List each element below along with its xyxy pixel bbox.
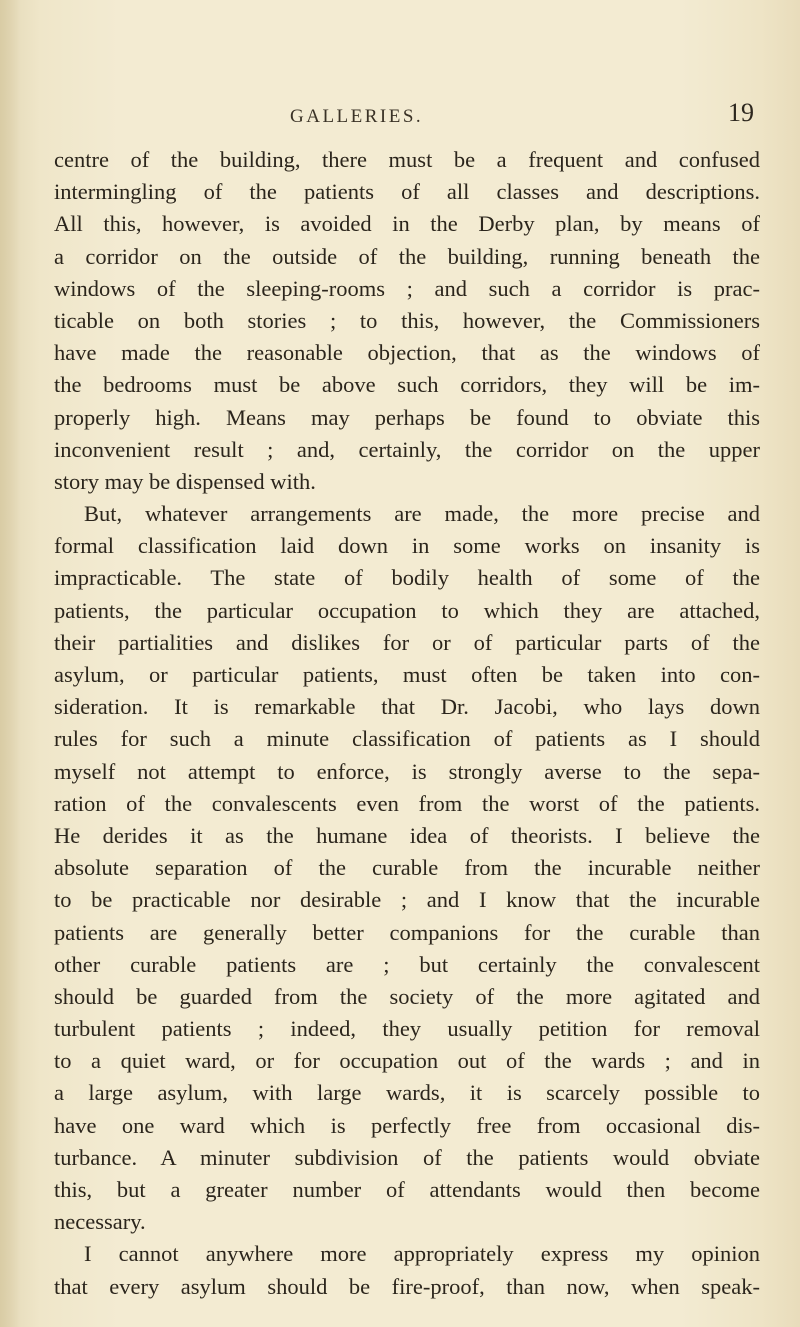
- text-line: patients, the particular occupation to which they are attached,: [54, 597, 760, 623]
- text-line: should be guarded from the society of the more agitated and: [54, 983, 760, 1009]
- text-line: impracticable. The state of bodily health of some of the: [54, 565, 760, 591]
- text-line: But, whatever arrangements are made, the more precise and: [84, 501, 760, 527]
- text-line: to a quiet ward, or for occupation out of the wards ; and in: [54, 1048, 760, 1074]
- text-line: I cannot anywhere more appropriately express my opinion: [84, 1241, 760, 1267]
- text-line: that every asylum should be fire-proof, than now, when speak-: [54, 1273, 760, 1299]
- text-line: patients are generally better companions for the curable than: [54, 919, 760, 945]
- text-line: story may be dispensed with.: [54, 468, 316, 494]
- text-line: rules for such a minute classification of patients as I should: [54, 726, 760, 752]
- text-line: He derides it as the humane idea of theorists. I believe the: [54, 822, 760, 848]
- text-line: myself not attempt to enforce, is strongly averse to the sepa-: [54, 758, 760, 784]
- text-line: turbance. A minuter subdivision of the patients would obviate: [54, 1144, 760, 1170]
- text-line: centre of the building, there must be a frequent and confused: [54, 147, 760, 172]
- text-line: other curable patients are ; but certainly the convalescent: [54, 951, 760, 977]
- text-line: sideration. It is remarkable that Dr. Jacobi, who lays down: [54, 694, 760, 720]
- page-number: 19: [728, 98, 754, 127]
- text-line: ticable on both stories ; to this, however, the Commissioners: [54, 307, 760, 333]
- text-line: have made the reasonable objection, that as the windows of: [54, 340, 760, 366]
- text-line: a large asylum, with large wards, it is scarcely possible to: [54, 1080, 760, 1106]
- text-line: asylum, or particular patients, must often be taken into con-: [54, 662, 760, 687]
- body-text: [54, 144, 760, 1303]
- text-line: necessary.: [54, 1209, 146, 1235]
- page-header: [52, 98, 758, 138]
- text-line: intermingling of the patients of all classes and descriptions.: [54, 179, 760, 205]
- text-line: properly high. Means may perhaps be found to obviate this: [54, 404, 760, 430]
- text-line: All this, however, is avoided in the Derby plan, by means of: [54, 211, 760, 237]
- text-line: windows of the sleeping-rooms ; and such a corridor is prac-: [54, 275, 760, 301]
- text-line: inconvenient result ; and, certainly, the corridor on the upper: [54, 436, 760, 462]
- text-line: absolute separation of the curable from the incurable neither: [54, 855, 760, 881]
- text-line: to be practicable nor desirable ; and I know that the incurable: [54, 887, 760, 913]
- text-line: ration of the convalescents even from the worst of the patients.: [54, 790, 760, 816]
- text-line: turbulent patients ; indeed, they usually petition for removal: [54, 1016, 760, 1042]
- text-line: have one ward which is perfectly free from occasional dis-: [54, 1112, 760, 1138]
- text-line: a corridor on the outside of the building, running beneath the: [54, 243, 760, 269]
- text-line: formal classification laid down in some works on insanity is: [54, 533, 760, 559]
- running-head: GALLERIES.: [290, 106, 424, 127]
- page-edge-shadow: [0, 0, 20, 1327]
- text-line: this, but a greater number of attendants would then become: [54, 1177, 760, 1202]
- text-line: their partialities and dislikes for or of particular parts of the: [54, 629, 760, 655]
- text-line: the bedrooms must be above such corridors, they will be im-: [54, 372, 760, 398]
